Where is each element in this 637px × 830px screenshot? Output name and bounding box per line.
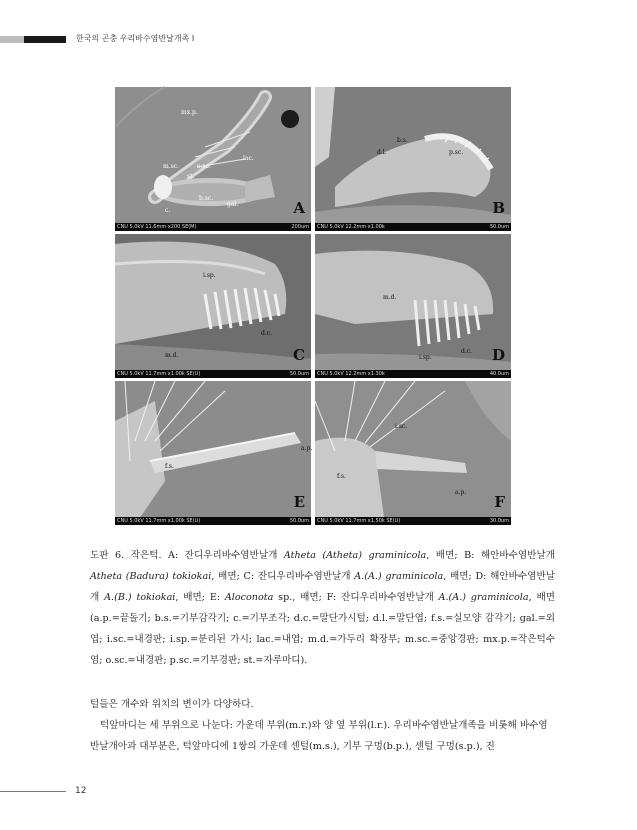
species-name: A.(A.) graminicola bbox=[354, 571, 444, 582]
label-c: c. bbox=[165, 207, 171, 214]
label-m-d: m.d. bbox=[165, 352, 179, 359]
label-mx-p: mx.p. bbox=[181, 109, 198, 116]
scale-label: 40.0um bbox=[489, 371, 509, 377]
sem-info-bar bbox=[115, 370, 311, 378]
label-a-p: a.p. bbox=[455, 489, 467, 496]
caption-text: 도판 6. 작은턱. A: 잔디우리바수염반날개 bbox=[90, 550, 284, 561]
label-d-c: d.c. bbox=[461, 348, 473, 355]
label-gal: gal. bbox=[227, 201, 239, 208]
figure-plate bbox=[115, 87, 512, 524]
label-b-sc: b.sc. bbox=[199, 195, 214, 202]
panel-letter: C bbox=[293, 346, 305, 364]
caption-text: , 배면; C: 잔디우리바수염반날개 bbox=[211, 571, 355, 582]
body-paragraph: 털들은 개수와 위치의 변이가 다양하다. bbox=[90, 699, 254, 710]
scale-label: 50.0um bbox=[489, 224, 509, 230]
scale-label: 30.0um bbox=[489, 518, 509, 524]
running-header: 한국의 곤충 우리바수염반날개족 I bbox=[76, 34, 195, 43]
panel-c-image bbox=[115, 234, 311, 378]
panel-e-image bbox=[115, 381, 311, 525]
label-a-p: a.p. bbox=[301, 445, 313, 452]
scale-label: 50.0um bbox=[289, 371, 309, 377]
sem-params: CNU 5.0kV 11.6mm x200 SE(M) bbox=[117, 224, 197, 230]
panel-letter: D bbox=[491, 346, 505, 364]
page-number: 12 bbox=[75, 786, 87, 796]
sem-info-bar bbox=[115, 223, 311, 231]
label-f-s: f.s. bbox=[165, 463, 174, 470]
header-bar-light bbox=[0, 36, 24, 43]
footer-rule bbox=[0, 791, 66, 792]
sem-info-bar bbox=[115, 517, 311, 525]
sem-params: CNU 5.0kV 11.7mm x1.00k SE(U) bbox=[117, 518, 201, 524]
label-o-sc: o.sc. bbox=[197, 163, 211, 170]
species-name: Atheta (Atheta) graminicola bbox=[283, 550, 427, 561]
sem-info-bar bbox=[315, 517, 511, 525]
label-st: st. bbox=[187, 173, 195, 180]
label-i-sp: i.sp. bbox=[203, 272, 216, 279]
panel-d-image bbox=[315, 234, 511, 378]
panel-letter: A bbox=[293, 199, 305, 217]
panel-d bbox=[315, 234, 511, 378]
sem-info-bar bbox=[315, 370, 511, 378]
panel-letter: F bbox=[494, 493, 505, 511]
label-p-sc: p.sc. bbox=[449, 149, 464, 156]
panel-b bbox=[315, 87, 511, 231]
sem-info-bar bbox=[315, 223, 511, 231]
panel-f-image bbox=[315, 381, 511, 525]
sem-params: CNU 5.0kV 11.7mm x1.50k SE(U) bbox=[317, 518, 401, 524]
panel-letter: B bbox=[492, 199, 505, 217]
panel-letter: E bbox=[293, 493, 305, 511]
label-f-s: f.s. bbox=[337, 473, 346, 480]
sem-params: CNU 5.0kV 12.2mm x1.30k bbox=[317, 371, 385, 377]
scale-label: 50.0um bbox=[289, 518, 309, 524]
panel-f bbox=[315, 381, 511, 525]
panel-b-image bbox=[315, 87, 511, 231]
header-bar-dark bbox=[24, 36, 66, 43]
figure-caption bbox=[90, 545, 555, 671]
sem-params: CNU 5.0kV 12.2mm x1.00k bbox=[317, 224, 385, 230]
panel-c bbox=[115, 234, 311, 378]
panel-a-image bbox=[115, 87, 311, 231]
label-d-c: d.c. bbox=[261, 330, 273, 337]
genus-name: Aloconota bbox=[224, 592, 274, 603]
species-name: A.(B.) tokiokai bbox=[104, 592, 176, 603]
sem-params: CNU 5.0kV 11.7mm x1.00k SE(U) bbox=[117, 371, 201, 377]
body-paragraph: 턱앞마디는 세 부위으로 나눈다: 가운데 부위(m.r.)와 양 옆 부위(l.r.). 우리바수염반날개족을 비롯해 바수염반날개아과 대부분은, 턱앞마디에 1쌍의 가운데 센털(m.s.), 기부 구멍(b.p.), 센털 구멍(s.p.), 진 bbox=[90, 720, 548, 752]
species-name: A.(A.) graminicola bbox=[438, 592, 529, 603]
panel-a bbox=[115, 87, 311, 231]
label-m-d: m.d. bbox=[383, 294, 397, 301]
label-i-sp: i.sp. bbox=[419, 354, 432, 361]
label-i-sc: i.sc. bbox=[395, 423, 408, 430]
caption-text: , 배면; B: 해안바수염반날개 bbox=[426, 550, 555, 561]
label-b-s: b.s. bbox=[397, 137, 408, 144]
label-d-l: d.l. bbox=[377, 149, 387, 156]
scale-label: 200um bbox=[291, 224, 309, 230]
species-name: Atheta (Badura) tokiokai bbox=[90, 571, 212, 582]
caption-text: , 배면(a.p.=끝돌기; b.s.=기부감각기; c.=기부조각; d.c.=말단가시털; d.l.=말단엽; f.s.=실모양 감각기; gal.=외엽; i.sc.=내경판; i.sp.=분리된 가시; lac.=내엽; m.d.=가두리 확장부; m.sc.=중앙경판; mx.p.=작은턱수염; o.sc.=내경판; p.sc.=기부경판; st.=자루마디). bbox=[90, 592, 556, 666]
caption-text: , 배면; D: 해안바수염반날개 bbox=[90, 571, 556, 603]
caption-text: sp., 배면; F: 잔디우리바수염반날개 bbox=[273, 592, 439, 603]
caption-text: , 배면; E: bbox=[175, 592, 225, 603]
panel-e bbox=[115, 381, 311, 525]
label-m-sc: m.sc. bbox=[163, 163, 179, 170]
label-lac: lac. bbox=[243, 155, 254, 162]
